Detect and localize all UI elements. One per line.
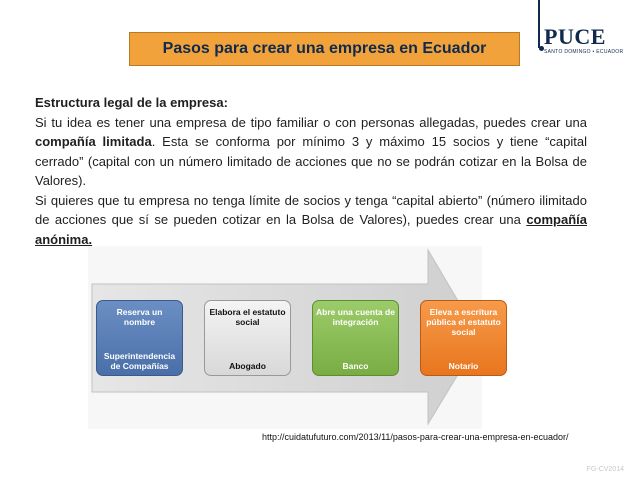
step-footer: Notario	[448, 361, 479, 371]
step-title: Eleva a escritura pública el estatuto social	[426, 307, 501, 337]
footer-watermark: FG-CV2014	[586, 466, 624, 473]
step-reserva-nombre	[96, 300, 183, 376]
p1-text-a: Si tu idea es tener una empresa de tipo familiar o con personas allegadas, puedes crear una	[35, 114, 587, 130]
logo-divider	[538, 0, 540, 48]
step-escritura-publica	[420, 300, 507, 376]
paragraph-limitada	[35, 113, 587, 191]
p2-bold: compañía anónima.	[35, 212, 587, 247]
step-footer: Banco	[342, 361, 369, 371]
logo-subtitle: SANTO DOMINGO • ECUADOR	[544, 49, 624, 55]
step-title: Reserva un nombre	[116, 307, 163, 327]
paragraph-anonima	[35, 191, 587, 250]
slide-title: Pasos para crear una empresa en Ecuador	[129, 32, 520, 66]
process-diagram	[88, 246, 501, 429]
step-title: Abre una cuenta de integración	[316, 307, 395, 327]
source-link[interactable]: http://cuidatufuturo.com/2013/11/pasos-para-crear-una-empresa-en-ecuador/	[262, 432, 569, 442]
step-footer: Abogado	[229, 361, 266, 371]
step-estatuto-social	[204, 300, 291, 376]
p2-text-a: Si quieres que tu empresa no tenga límite de socios y tenga “capital abierto” (número ilimitado de acciones que sí se pueden cotizar en la Bolsa de Valores), puedes crear una	[35, 192, 587, 227]
logo-name: PUCE	[544, 24, 606, 49]
p1-bold: compañía limitada	[35, 134, 152, 149]
step-title: Elabora el estatuto social	[209, 307, 286, 327]
puce-logo	[544, 26, 634, 56]
p1-text-b: . Esta se conforma por mínimo 3 y máximo 15 socios y tiene “capital cerrado” (capital con un número limitado de acciones que no se podrán cotizar en la Bolsa de Valores).	[35, 134, 588, 188]
step-footer: Superintendencia de Compañías	[103, 351, 176, 371]
section-heading: Estructura legal de la empresa:	[35, 95, 228, 110]
step-cuenta-integracion	[312, 300, 399, 376]
body-text	[35, 93, 587, 249]
